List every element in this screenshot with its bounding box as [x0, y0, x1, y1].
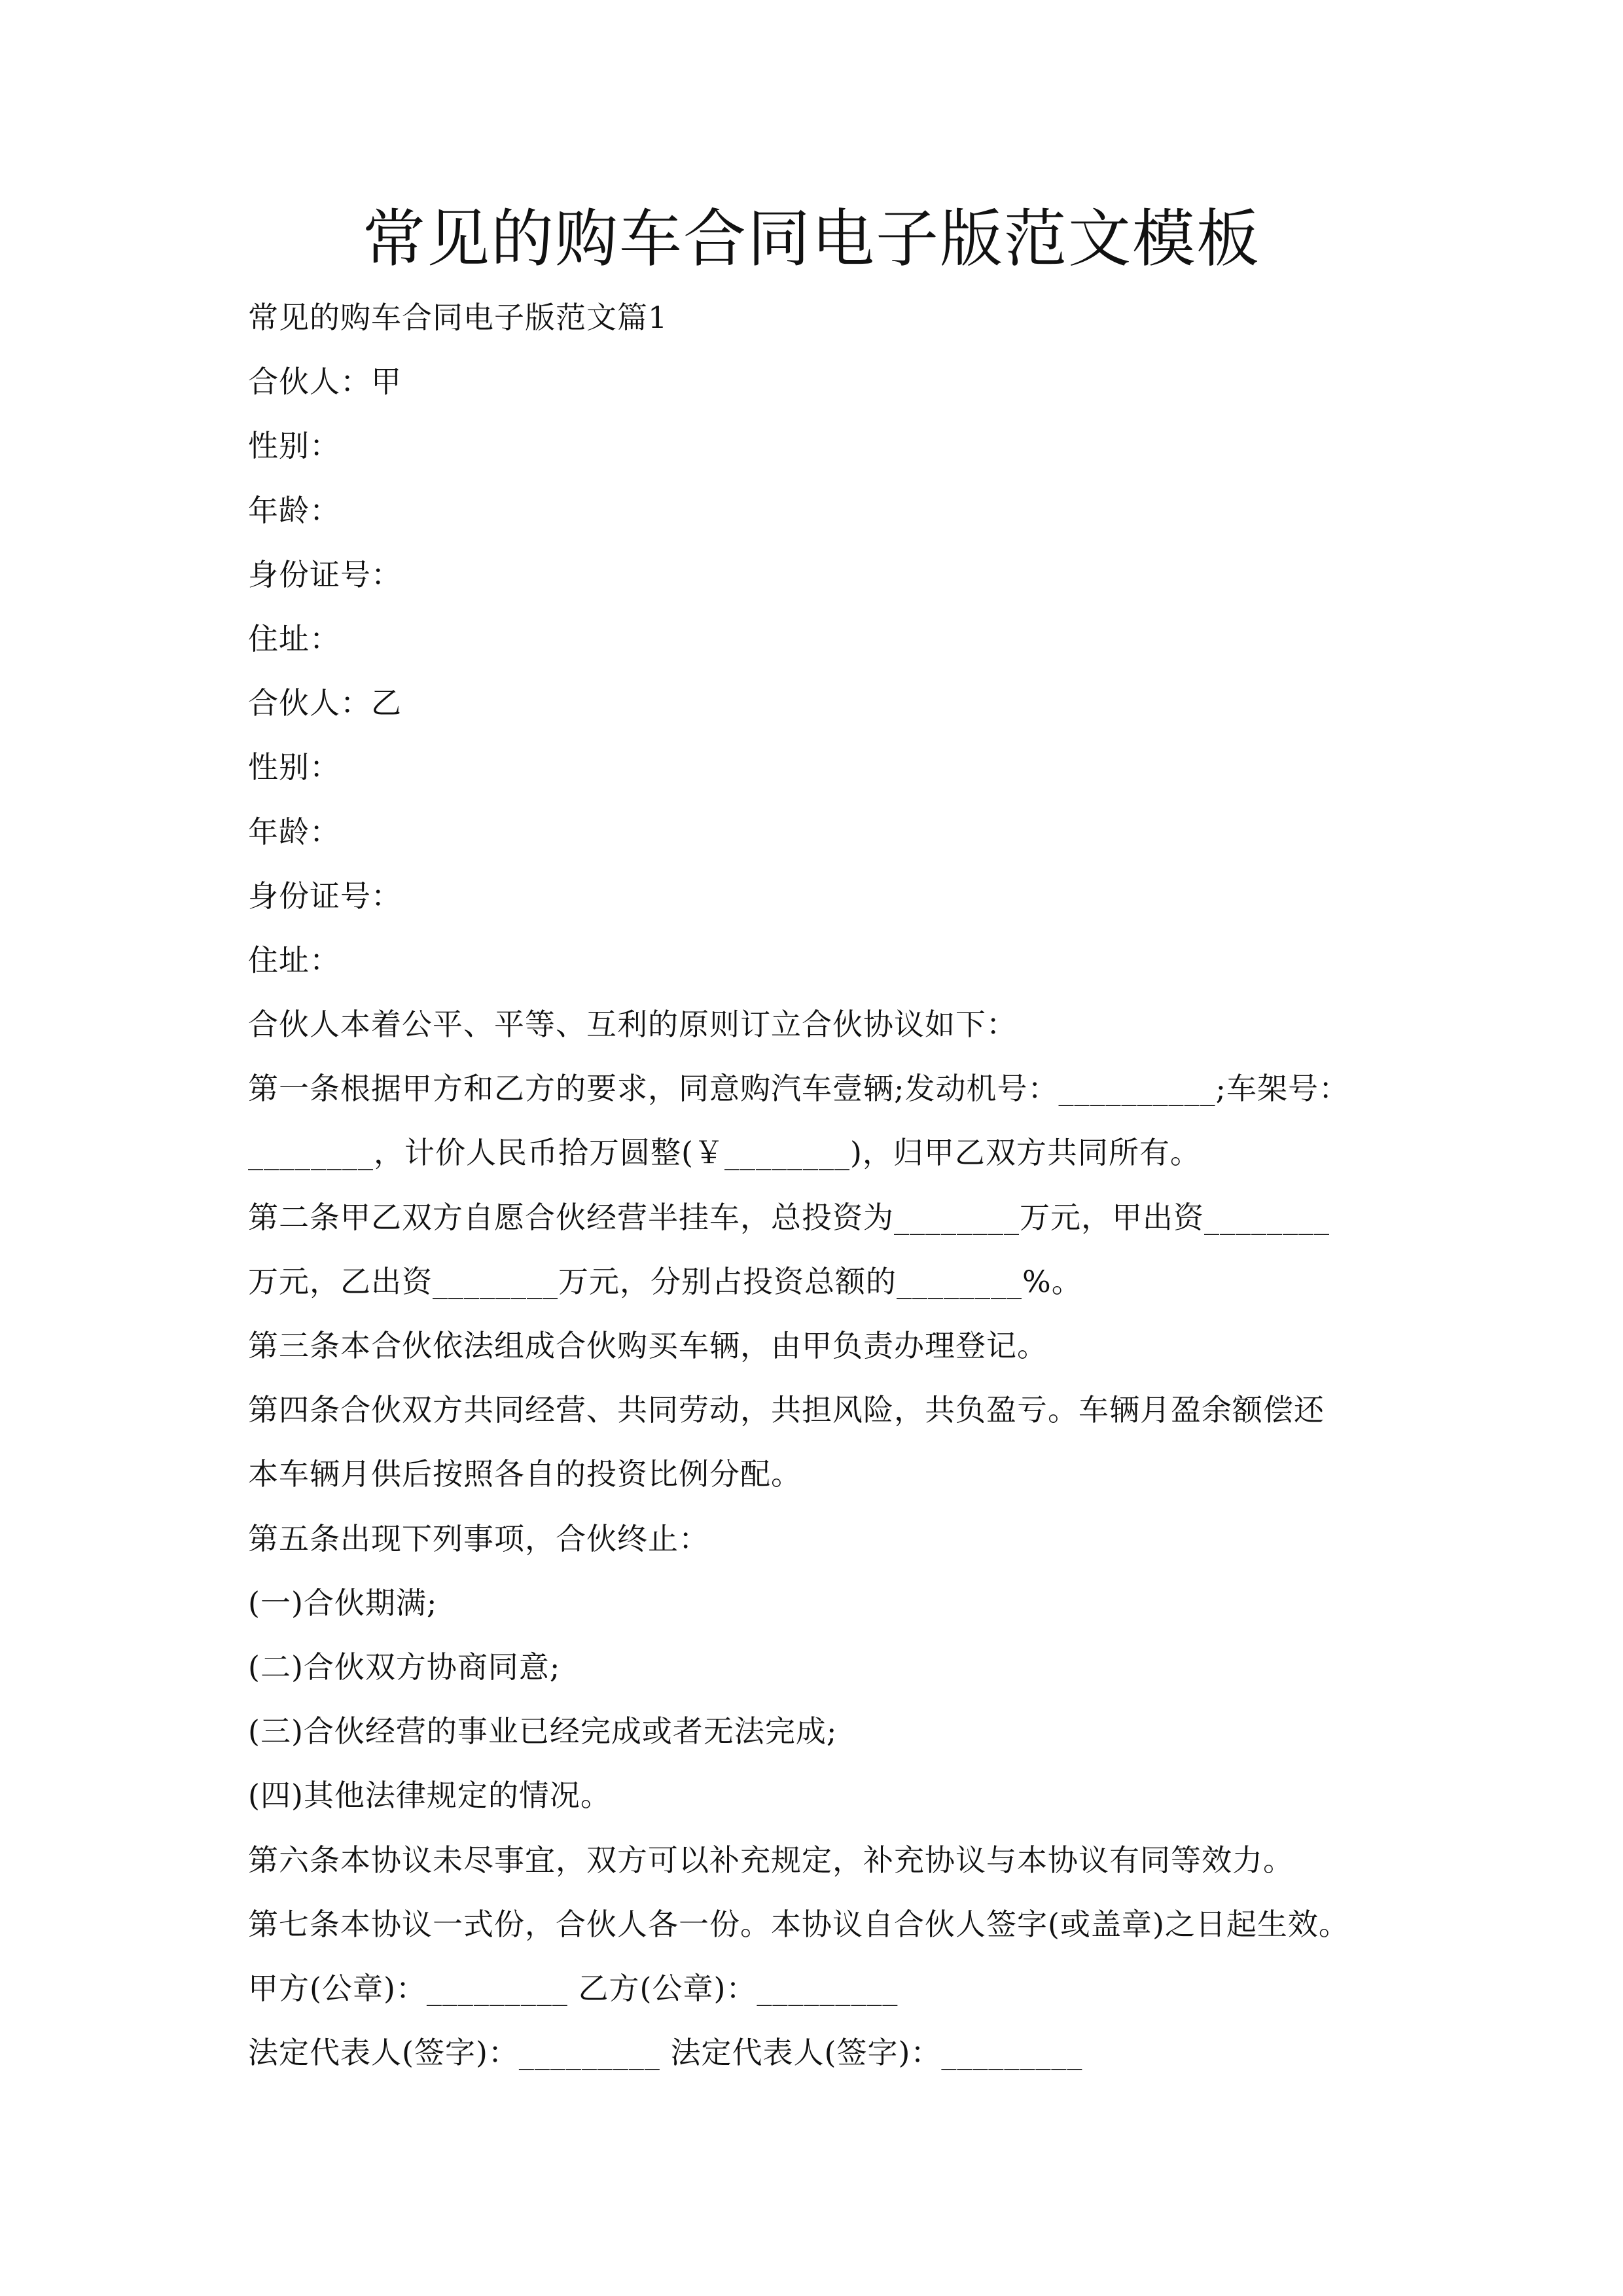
paragraph-line: 合伙人：乙 — [248, 685, 402, 721]
paragraph-line: 万元，乙出资________万元，分别占投资总额的________%。 — [248, 1263, 1082, 1299]
paragraph-line: (一)合伙期满; — [248, 1585, 438, 1621]
paragraph-line: 性别： — [248, 428, 340, 464]
paragraph-line: (二)合伙双方协商同意; — [248, 1649, 561, 1685]
document-title: 常见的购车合同电子版范文模板 — [363, 202, 1260, 276]
paragraph-line: 身份证号： — [248, 878, 402, 914]
paragraph-line: 法定代表人(签字)：_________ 法定代表人(签字)：_________ — [248, 2035, 1083, 2071]
paragraph-line: 合伙人本着公平、平等、互利的原则订立合伙协议如下： — [248, 1007, 1017, 1043]
paragraph-line: 第六条本协议未尽事宜，双方可以补充规定，补充协议与本协议有同等效力。 — [248, 1842, 1294, 1878]
paragraph-line: 年龄： — [248, 814, 340, 850]
paragraph-line: 性别： — [248, 749, 340, 785]
document-body — [248, 285, 1400, 2085]
paragraph-line: 第五条出现下列事项，合伙终止： — [248, 1520, 709, 1556]
paragraph-line: 第七条本协议一式份，合伙人各一份。本协议自合伙人签字(或盖章)之日起生效。 — [248, 1906, 1349, 1942]
paragraph-line: 第二条甲乙双方自愿合伙经营半挂车，总投资为________万元，甲出资________ — [248, 1199, 1330, 1235]
paragraph-line: 第一条根据甲方和乙方的要求，同意购汽车壹辆;发动机号：__________;车架号： — [248, 1071, 1349, 1107]
paragraph-line: 身份证号： — [248, 556, 402, 592]
paragraph-line: 年龄： — [248, 492, 340, 528]
paragraph-line: (四)其他法律规定的情况。 — [248, 1778, 611, 1814]
paragraph-line: 住址： — [248, 942, 340, 978]
paragraph-line: (三)合伙经营的事业已经完成或者无法完成; — [248, 1713, 838, 1749]
paragraph-line: 住址： — [248, 620, 340, 656]
paragraph-line: 第四条合伙双方共同经营、共同劳动，共担风险，共负盈亏。车辆月盈余额偿还 — [248, 1392, 1325, 1428]
paragraph-line: 常见的购车合同电子版范文篇1 — [248, 300, 668, 335]
paragraph-line: ________，计价人民币拾万圆整(￥________)，归甲乙双方共同所有。 — [248, 1135, 1201, 1171]
paragraph-line: 本车辆月供后按照各自的投资比例分配。 — [248, 1456, 802, 1492]
paragraph-line: 第三条本合伙依法组成合伙购买车辆，由甲负责办理登记。 — [248, 1328, 1048, 1363]
paragraph-line: 合伙人：甲 — [248, 364, 402, 400]
paragraph-line: 甲方(公章)：_________ 乙方(公章)：_________ — [248, 1970, 899, 2006]
